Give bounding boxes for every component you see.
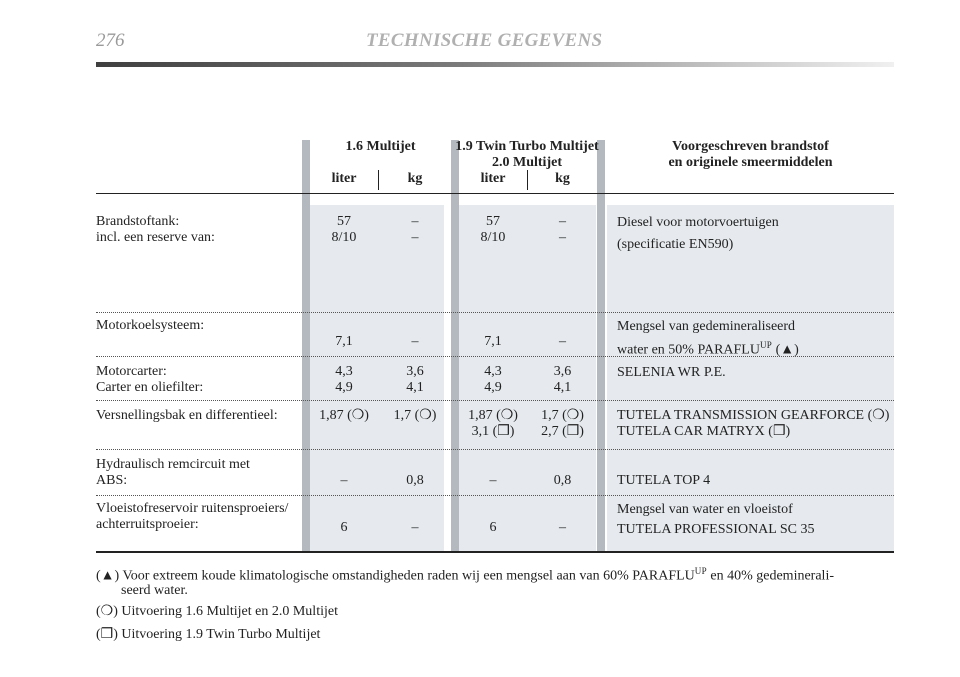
cell-b-kg: – – <box>559 214 566 245</box>
spec-header-line2: en originele smeermiddelen <box>668 155 833 170</box>
subheader-separator <box>527 170 528 190</box>
cell-b-kg: 0,8 <box>553 473 572 488</box>
engine-a-liter-header: liter <box>331 171 357 186</box>
row-divider <box>96 449 894 450</box>
cell-a-kg: 0,8 <box>406 473 424 488</box>
cell-spec: SELENIA WR P.E. <box>617 365 726 380</box>
cell-a-kg: – <box>411 334 419 349</box>
table-header-rule <box>96 193 894 194</box>
cell-spec: Diesel voor motorvoertuigen (specificatie EN590) <box>617 215 779 252</box>
cell-a-liter: 1,87 (❍) <box>319 408 369 423</box>
row-label: Hydraulisch remcircuit met ABS: <box>96 457 250 488</box>
cell-spec: TUTELA TOP 4 <box>617 473 711 488</box>
row-label: Brandstoftank: incl. een reserve van: <box>96 214 215 245</box>
row-divider <box>96 400 894 401</box>
spec-header <box>607 139 894 171</box>
row-label: Versnellingsbak en differentieel: <box>96 408 278 423</box>
engine-a-kg-header: kg <box>407 171 423 186</box>
cell-a-liter: 4,3 4,9 <box>335 364 353 395</box>
cell-b-liter: 1,87 (❍) 3,1 (❒) <box>468 408 518 439</box>
header-rule <box>96 62 894 67</box>
cell-b-kg: – <box>559 520 566 535</box>
cell-b-liter: 7,1 <box>484 334 502 349</box>
row-label: Motorcarter: Carter en oliefilter: <box>96 364 204 395</box>
cell-a-liter: 7,1 <box>335 334 353 349</box>
engine-b-header-line1: 1.9 Twin Turbo Multijet <box>455 139 599 154</box>
cell-b-liter: – <box>489 473 497 488</box>
column-divider <box>597 140 605 551</box>
footnote-3: (❒) Uitvoering 1.9 Twin Turbo Multijet <box>96 627 321 642</box>
cell-a-liter: – <box>340 473 348 488</box>
cell-b-liter: 6 <box>489 520 497 535</box>
engine-a-header: 1.6 Multijet <box>345 139 416 154</box>
cell-b-liter: 4,3 4,9 <box>484 364 502 395</box>
row-label: Vloeistofreservoir ruitensproeiers/ achterruitsproeier: <box>96 501 289 532</box>
row-divider <box>96 312 894 313</box>
cell-a-liter: 57 8/10 <box>331 214 357 245</box>
cell-a-liter: 6 <box>340 520 348 535</box>
engine-b-header-line2: 2.0 Multijet <box>492 155 562 170</box>
engine-b-kg-header: kg <box>555 171 570 186</box>
row-divider <box>96 356 894 357</box>
cell-a-kg: – – <box>411 214 419 245</box>
cell-b-kg: – <box>559 334 566 349</box>
cell-spec: TUTELA TRANSMISSION GEARFORCE (❍) TUTELA CAR MATRYX (❒) <box>617 408 890 439</box>
row-label: Motorkoelsysteem: <box>96 318 205 333</box>
footnote-1: (▲) Voor extreem koude klimatologische omstandigheden raden wij een mengsel aan van 60% $PARAFLU^{UP}$ en 40% gedeminerali- <box>96 566 834 584</box>
cell-b-kg: 1,7 (❍) 2,7 (❒) <box>541 408 584 439</box>
cell-a-kg: 3,6 4,1 <box>406 364 424 395</box>
footnote-1-cont: seerd water. <box>121 583 188 598</box>
cell-b-liter: 57 8/10 <box>480 214 506 245</box>
engine-b-header <box>446 139 608 171</box>
page-number: 276 <box>96 30 125 51</box>
spec-header-line1: Voorgeschreven brandstof <box>672 139 829 154</box>
row-divider <box>96 495 894 496</box>
engine-b-liter-header: liter <box>480 171 506 186</box>
page-title: TECHNISCHE GEGEVENS <box>366 30 603 51</box>
cell-spec: Mengsel van gedemineraliseerd water en 50% $PARAFLU^{UP}$ (▲) <box>617 319 799 358</box>
column-divider <box>451 140 459 551</box>
cell-a-kg: 1,7 (❍) <box>393 408 437 423</box>
cell-spec: Mengsel van water en vloeistof TUTELA PROFESSIONAL SC 35 <box>617 502 815 537</box>
subheader-separator <box>378 170 379 190</box>
cell-a-kg: – <box>411 520 419 535</box>
column-divider <box>302 140 310 551</box>
table-bottom-rule <box>96 551 894 553</box>
footnote-2: (❍) Uitvoering 1.6 Multijet en 2.0 Multijet <box>96 604 338 619</box>
cell-b-kg: 3,6 4,1 <box>553 364 572 395</box>
